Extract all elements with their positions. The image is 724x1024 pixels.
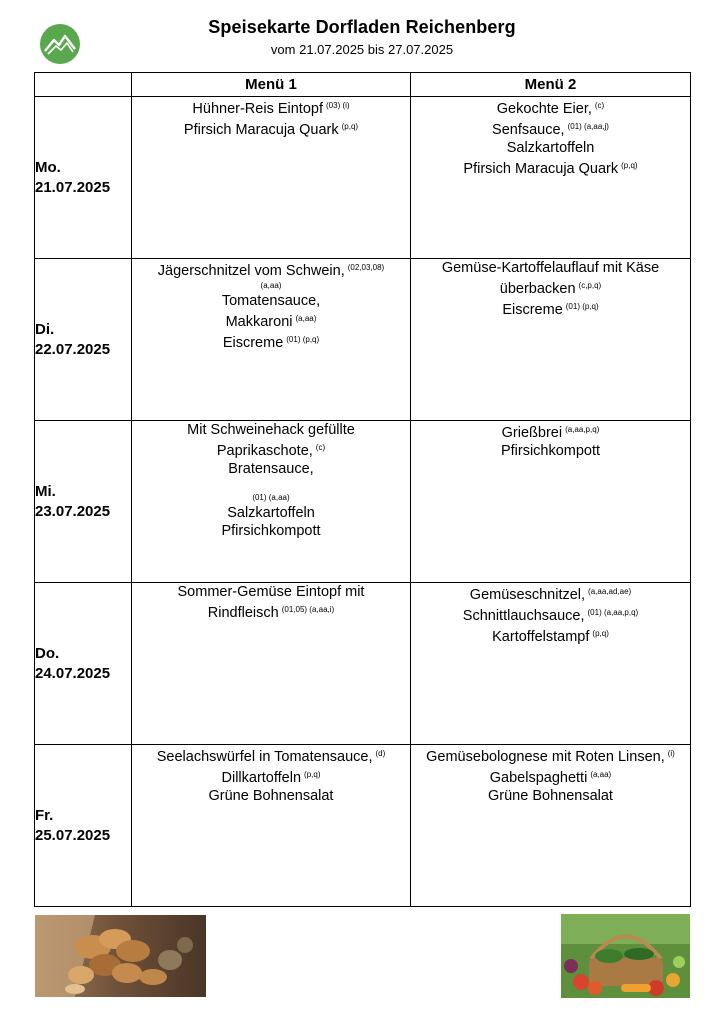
dish-name: Gemüsebolognese mit Roten Linsen, xyxy=(426,749,665,765)
day-name: Do. xyxy=(35,644,60,662)
table-row xyxy=(35,97,691,259)
dish-line xyxy=(132,118,410,139)
day-cell xyxy=(35,583,132,745)
allergen-note: (01) (a,aa,j) xyxy=(567,122,609,131)
header-menu-1: Menü 1 xyxy=(132,73,411,97)
dish-line xyxy=(132,787,410,805)
menu-body xyxy=(35,97,691,907)
dish-name: Gekochte Eier, xyxy=(496,101,592,117)
menu-1-cell xyxy=(132,97,411,259)
dish-name: Grüne Bohnensalat xyxy=(208,788,334,804)
dish-name: Sommer-Gemüse Eintopf mit xyxy=(177,584,365,600)
dish-line xyxy=(411,259,690,277)
dish-name: überbacken xyxy=(499,281,576,297)
table-header-row xyxy=(35,73,691,97)
dish-name: Salzkartoffeln xyxy=(227,505,315,521)
dish-name: Mit Schweinehack gefüllte xyxy=(187,422,355,438)
dish-name: Eiscreme xyxy=(502,302,563,318)
dish-line xyxy=(132,460,410,478)
allergen-note: (01) (p,q) xyxy=(565,302,599,311)
table-row xyxy=(35,745,691,907)
menu-1-cell xyxy=(132,421,411,583)
dish-line xyxy=(132,331,410,352)
dish-name: Salzkartoffeln xyxy=(506,140,595,156)
dish-line xyxy=(411,277,690,298)
allergen-note: (a,aa) xyxy=(260,281,282,290)
dish-name: Schnittlauchsauce, xyxy=(462,608,585,624)
dish-line xyxy=(411,745,690,766)
menu-2-cell xyxy=(411,97,691,259)
allergen-note: (a,aa,ad,ae) xyxy=(588,587,632,596)
dish-line xyxy=(411,604,690,625)
allergen-note: (c) xyxy=(594,101,605,110)
day-date: 23.07.2025 xyxy=(35,502,111,520)
dish-line xyxy=(411,97,690,118)
menu-1-cell xyxy=(132,745,411,907)
dish-name: Hühner-Reis Eintopf xyxy=(192,101,323,117)
allergen-note: (c,p,q) xyxy=(578,281,602,290)
dish-line xyxy=(411,298,690,319)
allergen-note: (p,q) xyxy=(304,770,321,779)
header-menu-2: Menü 2 xyxy=(411,73,691,97)
allergen-note: (d) xyxy=(375,749,386,758)
dish-line xyxy=(132,601,410,622)
allergen-note: (i) xyxy=(667,749,675,758)
menu-1-cell xyxy=(132,583,411,745)
date-range: vom 21.07.2025 bis 27.07.2025 xyxy=(270,42,454,57)
day-cell xyxy=(35,745,132,907)
dish-name: Pfirsichkompott xyxy=(221,523,321,539)
dish-name: Eiscreme xyxy=(222,335,284,351)
menu-1-cell xyxy=(132,259,411,421)
dish-line xyxy=(132,421,410,439)
dish-name: Jägerschnitzel vom Schwein, xyxy=(157,263,345,279)
allergen-note: (a,aa) xyxy=(295,314,317,323)
dish-line xyxy=(132,97,410,118)
dish-name: Tomatensauce, xyxy=(221,293,321,309)
spacer xyxy=(132,478,410,492)
menu-2-cell xyxy=(411,259,691,421)
allergen-note: (p,q) xyxy=(592,629,609,638)
table-row xyxy=(35,259,691,421)
allergen-note: (01) (p,q) xyxy=(286,335,320,344)
dish-name: Gemüseschnitzel, xyxy=(469,587,586,603)
dish-name: Kartoffelstampf xyxy=(492,629,590,645)
dish-line xyxy=(411,625,690,646)
bread-basket-photo xyxy=(35,915,206,997)
dish-line xyxy=(411,766,690,787)
day-name: Mo. xyxy=(35,158,61,176)
day-date: 25.07.2025 xyxy=(35,826,111,844)
day-date: 21.07.2025 xyxy=(35,178,111,196)
menu-2-cell xyxy=(411,745,691,907)
allergen-note: (p,q) xyxy=(621,161,638,170)
menu-table xyxy=(34,72,691,907)
dish-line xyxy=(411,139,690,157)
day-cell xyxy=(35,97,132,259)
day-cell xyxy=(35,259,132,421)
allergen-note: (01) (a,aa) xyxy=(252,493,290,502)
day-date: 22.07.2025 xyxy=(35,340,111,358)
dish-name: Seelachswürfel in Tomatensauce, xyxy=(156,749,373,765)
dish-line xyxy=(411,442,690,460)
dish-line xyxy=(132,292,410,310)
dish-name: Bratensauce, xyxy=(228,461,314,477)
dish-line xyxy=(132,745,410,766)
dish-line xyxy=(411,583,690,604)
allergen-note: (02,03,08) xyxy=(347,263,385,272)
table-row xyxy=(35,583,691,745)
dish-name: Pfirsich Maracuja Quark xyxy=(463,161,619,177)
dish-name: Gemüse-Kartoffelauflauf mit Käse xyxy=(441,260,660,276)
dish-line xyxy=(411,787,690,805)
dish-name: Pfirsich Maracuja Quark xyxy=(183,122,339,138)
allergen-note: (c) xyxy=(315,443,326,452)
header-day-cell xyxy=(35,73,132,97)
dish-line xyxy=(132,310,410,331)
dish-line xyxy=(411,118,690,139)
allergen-note: (01) (a,aa,p,q) xyxy=(587,608,639,617)
dish-line xyxy=(132,522,410,540)
day-cell xyxy=(35,421,132,583)
dish-line xyxy=(132,259,410,280)
dish-name: Rindfleisch xyxy=(207,605,279,621)
page-title: Speisekarte Dorfladen Reichenberg xyxy=(208,17,516,37)
allergen-note: (a,aa,p,q) xyxy=(565,425,600,434)
table-row xyxy=(35,421,691,583)
dish-name: Grießbrei xyxy=(501,425,563,441)
vegetable-basket-photo xyxy=(561,914,690,998)
allergen-note: (01,05) (a,aa,i) xyxy=(281,605,335,614)
dish-name: Gabelspaghetti xyxy=(489,770,588,786)
dish-line xyxy=(411,157,690,178)
menu-2-cell xyxy=(411,421,691,583)
dish-name: Senfsauce, xyxy=(492,122,565,138)
allergen-note: (03) (i) xyxy=(326,101,350,110)
dish-name: Paprikaschote, xyxy=(216,443,313,459)
dish-line xyxy=(132,766,410,787)
dish-name: Dillkartoffeln xyxy=(221,770,302,786)
day-date: 24.07.2025 xyxy=(35,664,111,682)
menu-2-cell xyxy=(411,583,691,745)
dish-name: Makkaroni xyxy=(225,314,293,330)
day-name: Mi. xyxy=(35,482,56,500)
dish-name: Pfirsichkompott xyxy=(500,443,601,459)
dish-line xyxy=(132,439,410,460)
allergen-note: (p,q) xyxy=(341,122,359,131)
day-name: Di. xyxy=(35,320,55,338)
dish-line xyxy=(132,583,410,601)
dish-name: Grüne Bohnensalat xyxy=(488,788,613,804)
allergen-note: (a,aa) xyxy=(590,770,612,779)
dish-line xyxy=(411,421,690,442)
day-name: Fr. xyxy=(35,806,54,824)
dish-line xyxy=(132,504,410,522)
